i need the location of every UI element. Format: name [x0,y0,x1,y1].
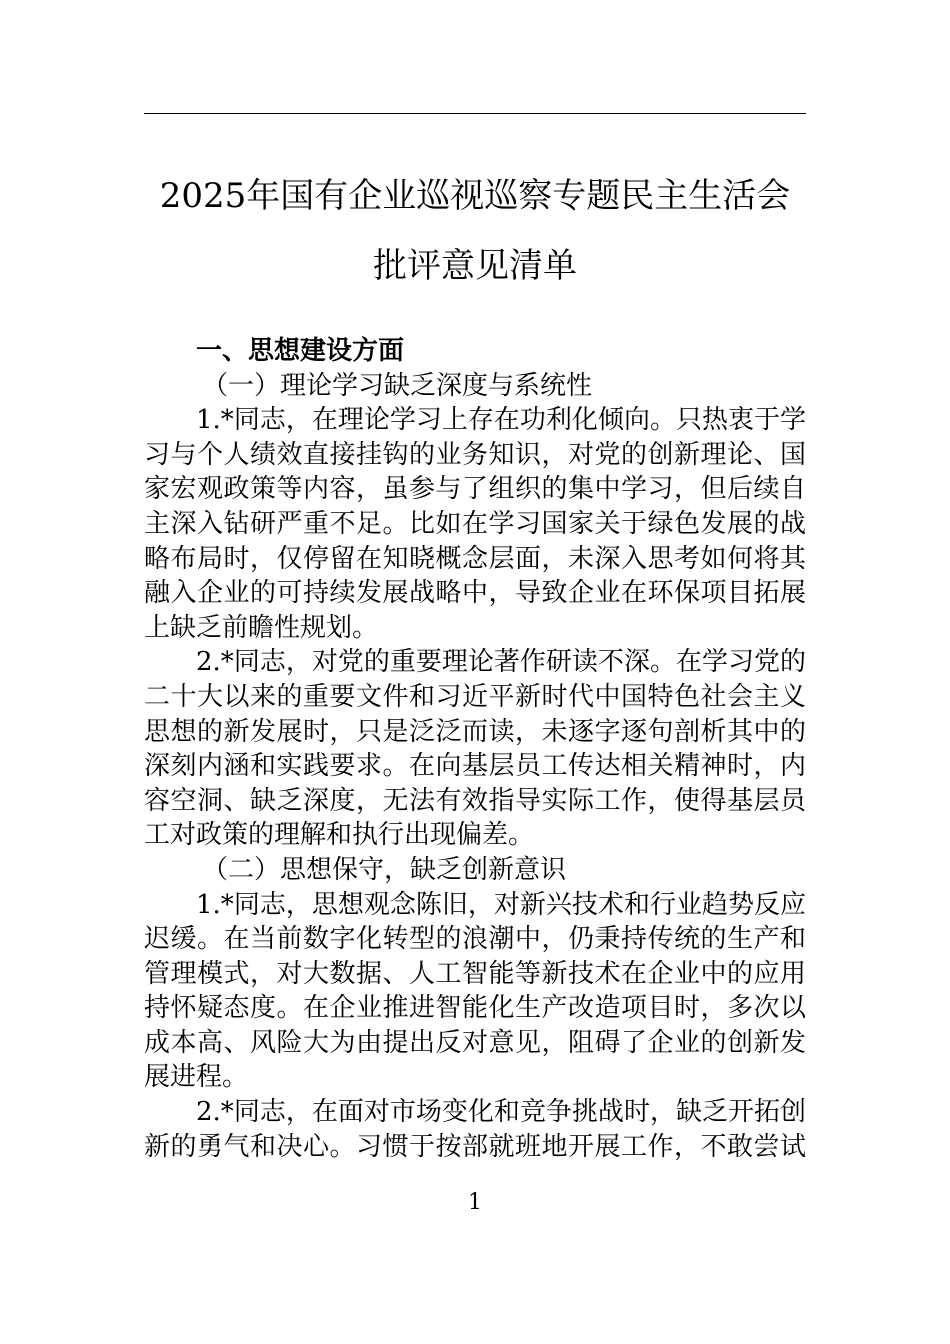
text-line: 略布局时，仅停留在知晓概念层面，未深入思考如何将其 [144,543,806,574]
header-rule [144,113,806,114]
document-title-line-1: 2025年国有企业巡视巡察专题民主生活会 [159,176,791,216]
text-line: 主深入钻研严重不足。比如在学习国家关于绿色发展的战 [144,508,806,539]
text-line: 二十大以来的重要文件和习近平新时代中国特色社会主义 [144,681,806,712]
text-line: 深刻内涵和实践要求。在向基层员工传达相关精神时，内 [144,751,806,782]
text-line: 融入企业的可持续发展战略中，导致企业在环保项目拓展 [144,578,806,609]
text-line: 管理模式，对大数据、人工智能等新技术在企业中的应用 [144,958,806,989]
text-line: 家宏观政策等内容，虽参与了组织的集中学习，但后续自 [144,474,806,505]
text-line: 容空洞、缺乏深度，无法有效指导实际工作，使得基层员 [144,785,806,816]
text-line: 思想的新发展时，只是泛泛而读，未逐字逐句剖析其中的 [144,716,806,747]
text-line: 2.*同志，在面对市场变化和竞争挑战时，缺乏开拓创 [196,1097,806,1128]
text-line: 习与个人绩效直接挂钩的业务知识，对党的创新理论、国 [144,439,806,470]
document-title-line-2: 批评意见清单 [373,246,577,286]
text-line: 迟缓。在当前数字化转型的浪潮中，仍秉持传统的生产和 [144,924,806,955]
text-line: （一）理论学习缺乏深度与系统性 [202,370,593,401]
text-line: 1.*同志，在理论学习上存在功利化倾向。只热衷于学 [196,405,806,436]
text-line: 2.*同志，对党的重要理论著作研读不深。在学习党的 [196,647,806,678]
text-line: 新的勇气和决心。习惯于按部就班地开展工作，不敢尝试 [144,1131,806,1162]
text-line: 工对政策的理解和执行出现偏差。 [144,820,535,851]
text-line: （二）思想保守，缺乏创新意识 [202,854,567,885]
text-line: 1.*同志，思想观念陈旧，对新兴技术和行业趋势反应 [196,889,806,920]
text-line: 展进程。 [144,1062,249,1093]
page-number: 1 [468,1190,482,1215]
text-line: 一、思想建设方面 [196,336,405,366]
document-body [144,334,806,1164]
text-line: 持怀疑态度。在企业推进智能化生产改造项目时，多次以 [144,993,806,1024]
text-line: 上缺乏前瞻性规划。 [144,612,379,643]
text-line: 成本高、风险大为由提出反对意见，阻碍了企业的创新发 [144,1027,806,1058]
